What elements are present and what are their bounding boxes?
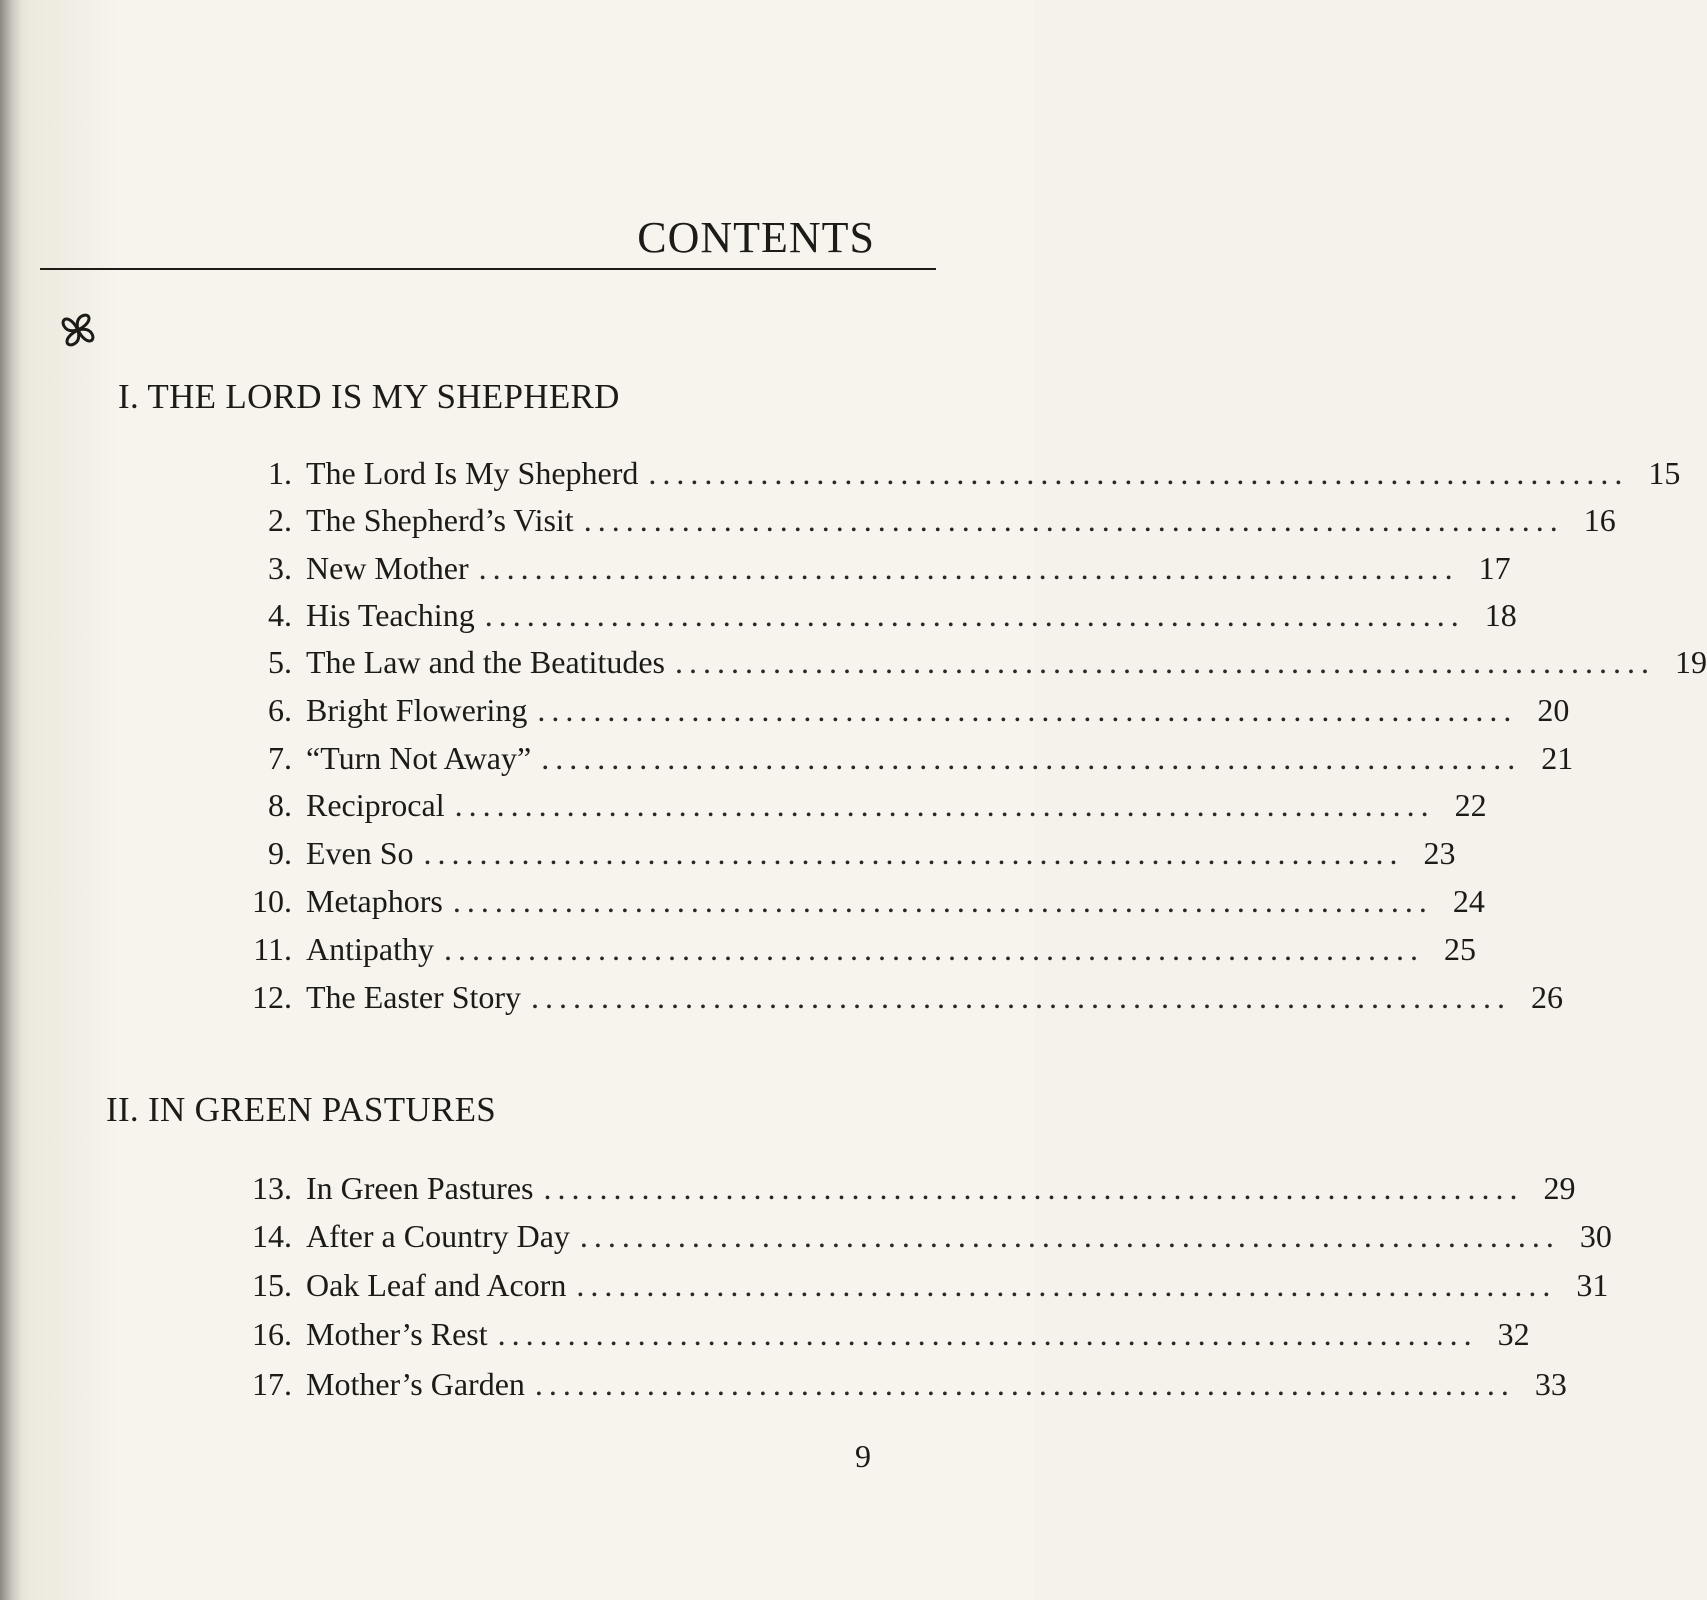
entry-page: 29 [1543,1170,1576,1206]
toc-entry[interactable] [230,979,1564,1023]
dot-leader: ...................................................................... [497,1316,1478,1352]
dot-leader: ...................................................................... [454,787,1435,823]
entry-title: Mother’s Rest [306,1316,488,1352]
entry-number: 8. [268,787,292,823]
toc-entry[interactable] [230,835,1456,879]
entry-number: 11. [253,931,292,967]
entry-number: 14. [252,1218,292,1254]
entry-page: 33 [1534,1366,1567,1402]
toc-entry[interactable] [230,740,1574,784]
toc-entry[interactable] [230,455,1681,499]
toc-entry[interactable] [230,1316,1530,1360]
entry-page: 23 [1423,835,1456,871]
entry-number: 1. [268,455,292,491]
entry-page: 26 [1531,979,1564,1015]
toc-entry[interactable] [230,1366,1567,1410]
entry-title: Antipathy [306,931,434,967]
dot-leader: ...................................................................... [541,740,1522,776]
dot-leader: ...................................................................... [543,1170,1524,1206]
entry-title: His Teaching [306,597,475,633]
entry-page: 22 [1454,787,1487,823]
toc-entry[interactable] [230,692,1570,736]
entry-title: New Mother [306,550,469,586]
entry-page: 19 [1674,644,1707,680]
dot-leader: ...................................................................... [484,597,1465,633]
dot-leader: ...................................................................... [443,931,1424,967]
entry-title: The Easter Story [306,979,522,1015]
contents-heading: CONTENTS [637,213,875,262]
section-title-2: II. IN GREEN PASTURES [106,1090,497,1129]
entry-page: 24 [1452,883,1485,919]
entry-number: 17. [252,1366,292,1402]
header-rule [40,268,936,270]
entry-title: The Law and the Beatitudes [306,644,665,680]
dot-leader: ...................................................................... [478,550,1459,586]
entry-number: 7. [268,740,292,776]
entry-page: 30 [1579,1218,1612,1254]
entry-title: “Turn Not Away” [306,740,532,776]
entry-number: 13. [252,1170,292,1206]
entry-number: 9. [268,835,292,871]
toc-entry[interactable] [230,644,1707,688]
dot-leader: ...................................................................... [534,1366,1515,1402]
entry-number: 16. [252,1316,292,1352]
toc-entry[interactable] [230,1267,1609,1311]
entry-page: 16 [1583,502,1616,538]
page-number: 9 [855,1438,871,1474]
toc-entry[interactable] [230,502,1616,546]
spine-shadow [0,0,22,1600]
toc-entry[interactable] [230,883,1485,927]
entry-number: 6. [268,692,292,728]
entry-number: 12. [252,979,292,1015]
entry-page: 15 [1648,455,1681,491]
entry-page: 32 [1497,1316,1530,1352]
entry-title: The Shepherd’s Visit [306,502,574,538]
toc-entry[interactable] [230,1218,1612,1262]
toc-entry[interactable] [230,931,1476,975]
entry-number: 5. [268,644,292,680]
toc-entry[interactable] [230,550,1511,594]
entry-title: Mother’s Garden [306,1366,525,1402]
entry-page: 25 [1443,931,1476,967]
dot-leader: ...................................................................... [452,883,1433,919]
toc-entry[interactable] [230,597,1517,641]
four-leaf-ornament-icon [56,308,100,352]
dot-leader: ...................................................................... [423,835,1404,871]
toc-entry[interactable] [230,787,1487,831]
dot-leader: ...................................................................... [583,502,1564,538]
entry-page: 17 [1478,550,1511,586]
dot-leader: ...................................................................... [537,692,1518,728]
entry-page: 31 [1576,1267,1609,1303]
dot-leader: ...................................................................... [648,455,1629,491]
entry-page: 20 [1537,692,1570,728]
entry-number: 4. [268,597,292,633]
entry-number: 15. [252,1267,292,1303]
entry-number: 10. [252,883,292,919]
entry-page: 21 [1541,740,1574,776]
entry-title: Reciprocal [306,787,445,823]
entry-title: The Lord Is My Shepherd [306,455,639,491]
entry-title: Bright Flowering [306,692,528,728]
entry-title: Metaphors [306,883,443,919]
dot-leader: ...................................................................... [579,1218,1560,1254]
entry-title: After a Country Day [306,1218,570,1254]
entry-title: Even So [306,835,414,871]
entry-number: 2. [268,502,292,538]
section-title-1: I. THE LORD IS MY SHEPHERD [118,377,620,416]
entry-page: 18 [1484,597,1517,633]
entry-title: In Green Pastures [306,1170,534,1206]
dot-leader: ...................................................................... [576,1267,1557,1303]
toc-entry[interactable] [230,1170,1576,1214]
entry-number: 3. [268,550,292,586]
entry-title: Oak Leaf and Acorn [306,1267,567,1303]
dot-leader: ...................................................................... [674,644,1655,680]
dot-leader: ...................................................................... [531,979,1512,1015]
